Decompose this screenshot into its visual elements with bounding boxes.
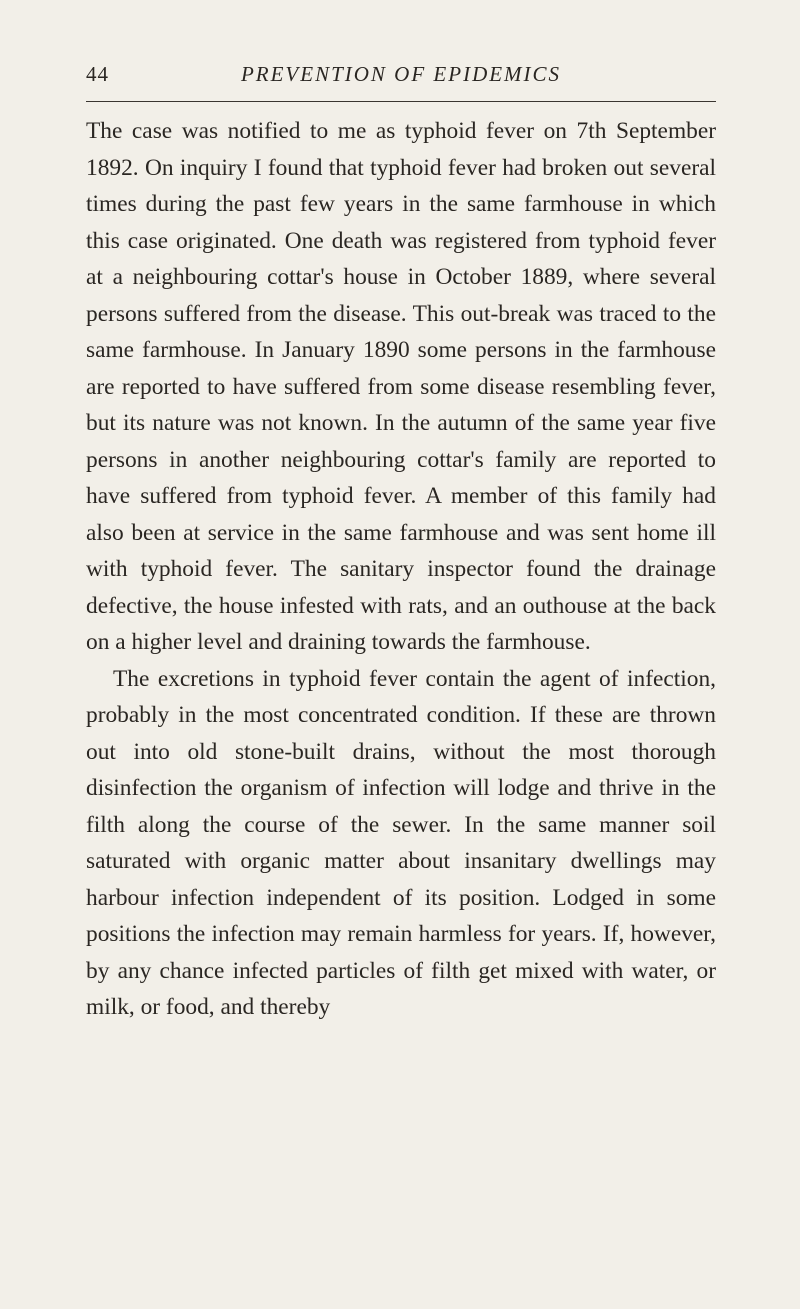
body-text [86, 113, 716, 1026]
header-rule [86, 101, 716, 102]
paragraph-1: The case was notified to me as typhoid fever on 7th September 1892. On inquiry I found that typhoid fever had broken out several times during the past few years in the same farmhouse in which this case originated. One death was registered from typhoid fever at a neighbouring cottar's house in October 1889, where several persons suffered from the disease. This out-break was traced to the same farmhouse. In January 1890 some persons in the farmhouse are reported to have suffered from some disease resembling fever, but its nature was not known. In the autumn of the same year five persons in another neighbouring cottar's family are reported to have suffered from typhoid fever. A member of this family had also been at service in the same farmhouse and was sent home ill with typhoid fever. The sanitary inspector found the drainage defective, the house infested with rats, and an outhouse at the back on a higher level and draining towards the farmhouse. [86, 118, 716, 655]
running-title: PREVENTION OF EPIDEMICS [240, 62, 562, 86]
page-number: 44 [86, 62, 109, 86]
paragraph-2: The excretions in typhoid fever contain the agent of infection, probably in the most concentrated condition. If these are thrown out into old stone-built drains, without the most thorough disinfection the organism of infection will lodge and thrive in the filth along the course of the sewer. In the same manner soil saturated with organic matter about insanitary dwellings may harbour infection independent of its position. Lodged in some positions the infection may remain harmless for years. If, however, by any chance infected particles of filth get mixed with water, or milk, or food, and thereby [86, 665, 716, 1020]
running-head [86, 62, 716, 92]
